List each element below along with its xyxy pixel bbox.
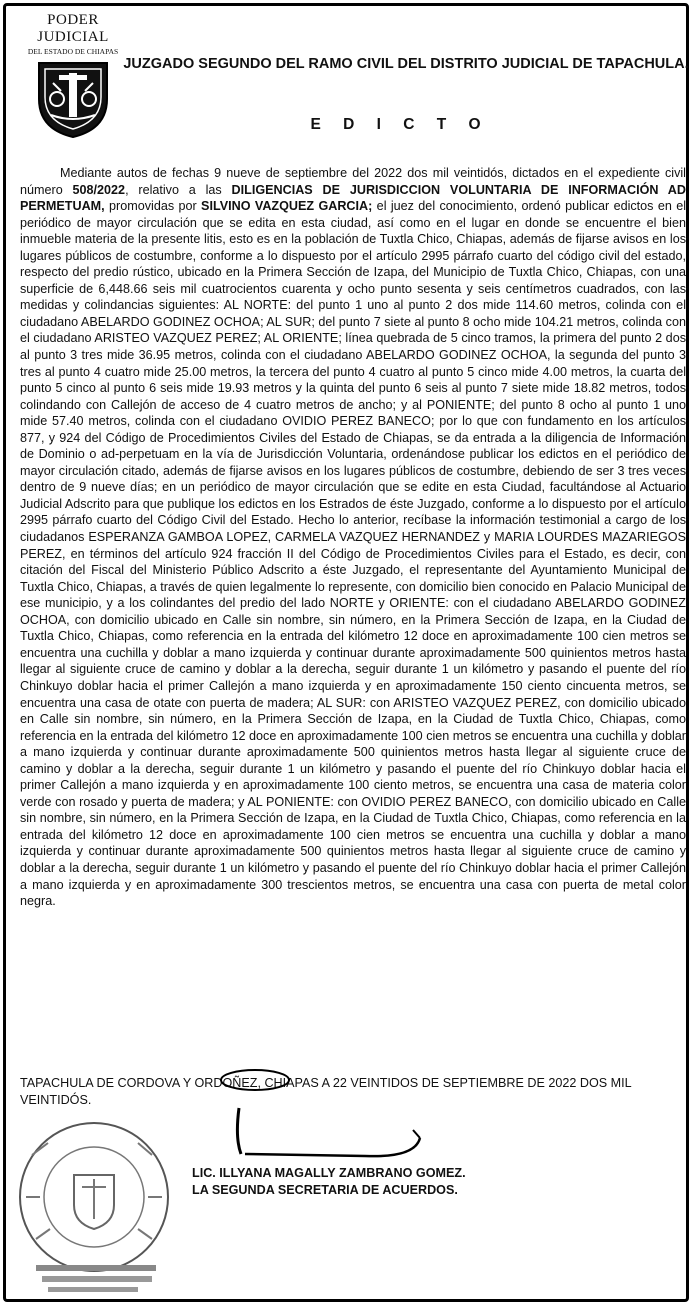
edict-body	[20, 165, 686, 910]
case-number: 508/2022	[72, 182, 126, 197]
signer-name: LIC. ILLYANA MAGALLY ZAMBRANO GOMEZ.	[192, 1166, 466, 1180]
body-text-promovidas: promovidas por	[104, 199, 202, 214]
body-text-main: el juez del conocimiento, ordenó publicar edictos en el periódico de mayor circulación que se edita en esta ciudad, así como en el lugar en donde se encuentre el bien inmueble materia de la presente litis, esto es en la población de Tuxtla Chico, Chiapas, además de fijarse avisos en los lugares públicos de costumbre, conforme a lo dispuesto por el artículo 2995 párrafo cuarto del código civil del estado, respecto del predio rústico, ubicado en la Primera Sección de Izapa, del Municipio de Tuxtla Chico, Chiapas, con una superficie de 6,448.66 seis mil cuatrocientos cuarenta y ocho punto sesenta y seis centímetros cuadrados, con las medidas y colindancias siguientes: AL NORTE: del punto 1 uno al punto 2 dos mide 114.60 metros, colinda con el ciudadano ABELARDO GODINEZ OCHOA; AL SUR; del punto 7 siete al punto 8 ocho mide 104.21 metros, colinda con el ciudadano ARISTEO VAZQUEZ PEREZ; AL ORIENTE; línea quebrada de 5 cinco tramos, la primera del punto 2 dos al punto 3 tres mide 36.95 metros, colinda con el ciudadano ABELARDO GODINEZ OCHOA, la segunda del punto 3 tres al punto 4 cuatro mide 25.00 metros, la tercera del punto 4 cuatro al punto 5 cinco mide 4.00 metros, la cuarta del punto 5 cinco al punto 6 seis mide 19.93 metros y la quinta del punto 6 seis al punto 7 siete mide 18.82 metros, todos colindando con Callejón de acceso de 4 cuatro metros de ancho; y al PONIENTE; del punto 8 ocho al punto 1 uno mide 57.40 metros, colinda con el ciudadano OVIDIO PEREZ BANECO; por lo que con fundamento en los artículos 877, y 924 del Código de Procedimientos Civiles del Estado de Chiapas, se da entrada a la diligencia de Información de Dominio o ad-perpetuam en la vía de Jurisdicción Voluntaria, ordenándose publicar los edictos en el periódico de mayor circulación citado, además de fijarse avisos en los lugares públicos de costumbre, debiendo de ser 3 tres veces dentro de 9 nueve días; en un periódico de mayor circulación que se edite en esta Ciudad, facultándose al Actuario Judicial Adscrito para que publique los edictos en los Estrados de éste Juzgado, conforme a lo dispuesto por el artículo 2995 párrafo cuarto del Código Civil del Estado. Hecho lo anterior, recíbase la información testimonial a cargo de los ciudadanos ESPERANZA GAMBOA LOPEZ, CARMELA VAZQUEZ HERNANDEZ y MARIA LOURDES MAZARIEGOS PEREZ, en términos del artículo 924 fracción II del Código de Procedimientos Civiles para el Estado, es decir, con citación del Fiscal del Ministerio Público Adscrito a éste Juzgado, el representante del Ayuntamiento Municipal de Tuxtla Chico, Chiapas, a través de quien legalmente lo represente, con domicilio bien conocido en Palacio Municipal de ese municipio, y a los colindantes del predio del lado NORTE y ORIENTE: con el ciudadano ABELARDO GODINEZ OCHOA, con domicilio ubicado en Calle sin nombre, sin número, en la Primera Sección de Izapa, en la Ciudad de Tuxtla Chico, Chiapas, como referencia en la entrada del kilómetro 12 doce en aproximadamente 100 cien metros se encuentra una cuchilla y doblar a mano izquierda y continuar durante aproximadamente 500 quinientos metros hasta llegar al siguiente cruce de camino y doblar a la derecha, seguir durante 1 un kilómetro y pasando el puente del río Chinkuyo doblar hacia el primer Callejón a mano izquierda y en aproximadamente 150 ciento cincuenta metros, se encuentra una casa de otate con puerta de madera; AL SUR: con ARISTEO VAZQUEZ PEREZ, con domicilio ubicado en Calle sin nombre, sin número, en la Primera Sección de Izapa, en la Ciudad de Tuxtla Chico, Chiapas, como referencia en la entrada del kilómetro 12 doce en aproximadamente 100 cien metros se encuentra una cuchilla y doblar a mano izquierda y continuar durante aproximadamente 500 quinientos metros hasta llegar al siguiente cruce de camino y doblar a la derecha, seguir durante 1 un kilómetro y pasando el puente del río Chinkuyo doblar hacia el primer Callejón a mano izquierda y en aproximadamente 100 ciento metros, se encuentra una casa de materia color verde con rosado y puerta de madera; y AL PONIENTE: con OVIDIO PEREZ BANECO, con domicilio ubicado en Calle sin nombre, sin número, en la Primera Sección de Izapa, en la Ciudad de Tuxtla Chico, Chiapas, como referencia en la entrada del kilómetro 12 doce en aproximadamente 100 cien metros se encuentra una cuchilla y doblar a mano izquierda y continuar durante aproximadamente 500 quinientos metros hasta llegar al siguiente cruce de camino y doblar a la derecha, seguir durante 1 un kilómetro y pasando el puente del río Chinkuyo doblar hacia el primer Callejón a mano izquierda y en aproximadamente 300 trescientos metros, se encuentra una casa con puerta de metal color negra.	[20, 199, 686, 909]
handwritten-signature	[215, 1068, 455, 1158]
body-text-relativo: , relativo a las	[125, 182, 232, 197]
body-text-intro: Mediante autos de fechas 9 nueve de septiembre del 2022 dos mil veintidós, dictados en el expediente civil número	[20, 166, 686, 197]
institution-logo	[14, 12, 132, 139]
place-date: TAPACHULA DE CORDOVA Y ORDOÑEZ, CHIAPAS A 22 VEINTIDOS DE SEPTIEMBRE DE 2022 DOS MIL VEINTIDÓS.	[20, 1076, 632, 1107]
institution-name: PODER JUDICIAL	[37, 12, 109, 45]
signature-block	[192, 1165, 466, 1199]
document-title: E D I C T O	[310, 116, 490, 133]
coat-of-arms-icon	[33, 59, 113, 139]
promoter-name: SILVINO VAZQUEZ GARCIA;	[201, 199, 373, 214]
signer-title: LA SEGUNDA SECRETARIA DE ACUERDOS.	[192, 1183, 458, 1197]
court-seal-icon	[12, 1115, 182, 1295]
court-name: JUZGADO SEGUNDO DEL RAMO CIVIL DEL DISTRITO JUDICIAL DE TAPACHULA.	[123, 56, 689, 72]
proceeding-type: DILIGENCIAS DE JURISDICCION VOLUNTARIA DE INFORMACIÓN AD PERMETUAM,	[20, 182, 686, 214]
institution-state: DEL ESTADO DE CHIAPAS	[27, 47, 119, 56]
